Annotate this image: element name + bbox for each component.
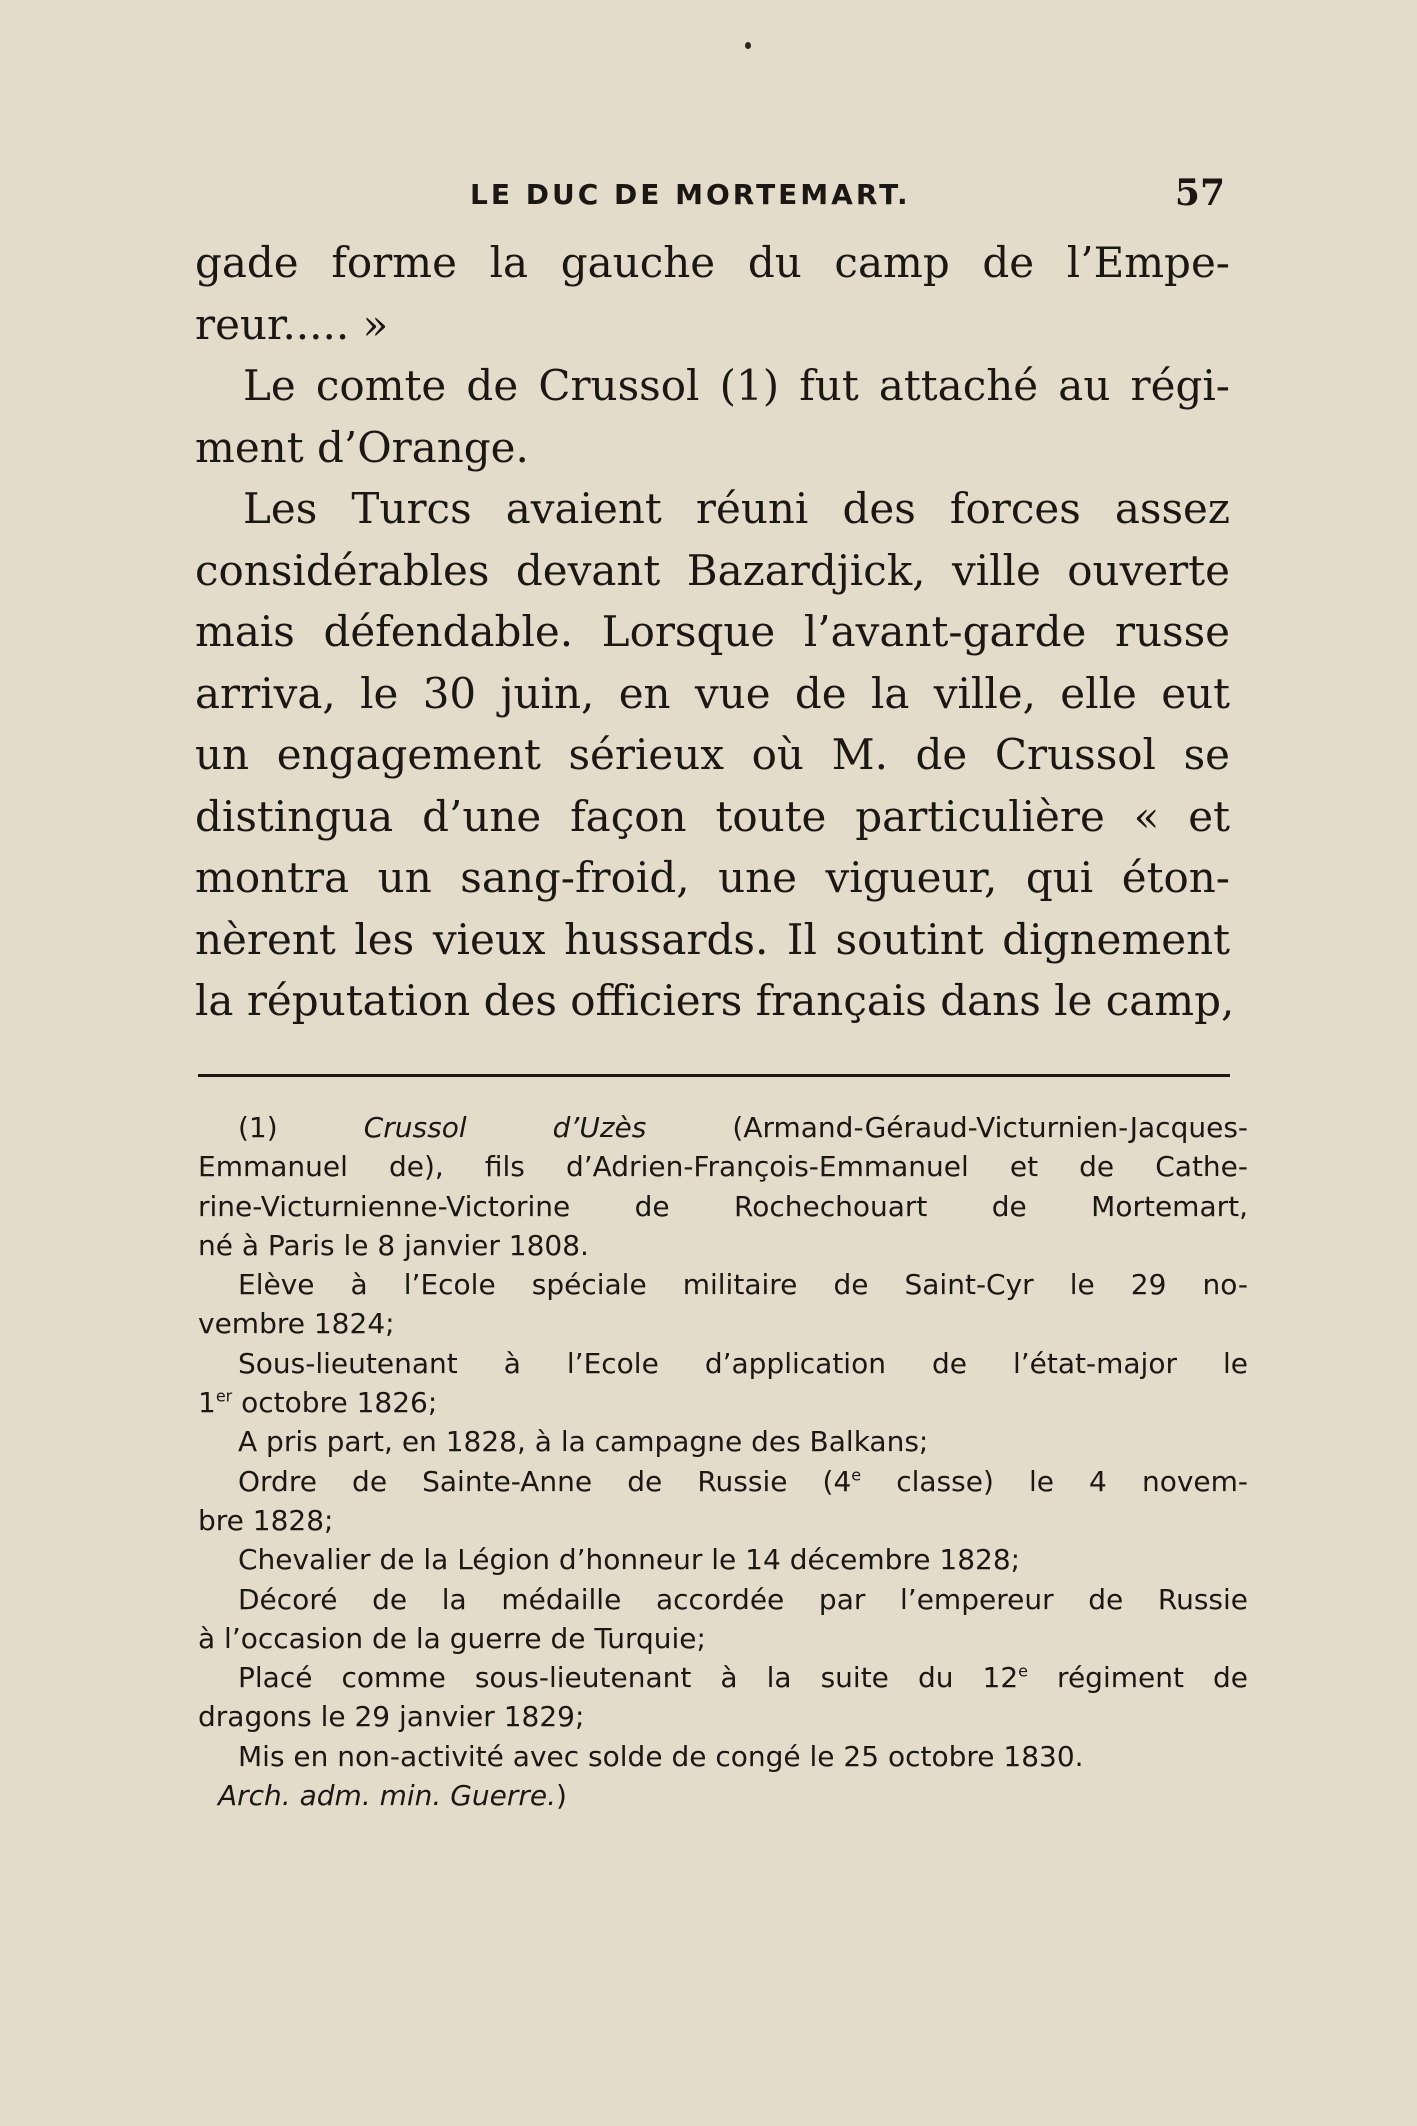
footnote-line: Mis en non-activité avec solde de congé le 25 octobre 1830. bbox=[238, 1739, 1084, 1773]
body-line: considérables devant Bazardjick, ville ouverte bbox=[195, 545, 1230, 595]
footnote-line: Chevalier de la Légion d’honneur le 14 décembre 1828; bbox=[238, 1543, 1021, 1577]
body-line: Les Turcs avaient réuni des forces assez bbox=[243, 484, 1230, 533]
footnote-line: Sous-lieutenant à l’Ecole d’application de l’état-major le bbox=[238, 1346, 1248, 1380]
footnote-line: rine-Victurnienne-Victorine de Rochechouart de Mortemart, bbox=[198, 1189, 1248, 1223]
body-line: Le comte de Crussol (1) fut attaché au régi- bbox=[243, 361, 1230, 410]
footnote-line: à l’occasion de la guerre de Turquie; bbox=[198, 1621, 706, 1655]
body-line: nèrent les vieux hussards. Il soutint dignement bbox=[195, 914, 1230, 964]
footnote-line: Placé comme sous-lieutenant à la suite du 12e régiment de bbox=[238, 1661, 1248, 1695]
footnote-marker: (1) bbox=[238, 1111, 278, 1144]
page-number: 57 bbox=[1174, 172, 1225, 214]
body-line: arriva, le 30 juin, en vue de la ville, elle eut bbox=[195, 668, 1230, 718]
body-line: ment d’Orange. bbox=[195, 422, 529, 472]
body-line: un engagement sérieux où M. de Crussol se bbox=[195, 730, 1230, 779]
footnote-line: (1) Crussol d’Uzès (Armand-Géraud-Victurnien-Jacques- bbox=[238, 1111, 1249, 1144]
footnote-line: Emmanuel de), fils d’Adrien-François-Emmanuel et de Cathe- bbox=[198, 1150, 1248, 1184]
footnote-line: né à Paris le 8 janvier 1808. bbox=[198, 1228, 589, 1262]
ink-speck bbox=[745, 42, 751, 49]
body-line: la réputation des officiers français dans le camp, bbox=[195, 976, 1235, 1025]
body-line: gade forme la gauche du camp de l’Empe- bbox=[195, 238, 1230, 287]
running-title: LE DUC DE MORTEMART. bbox=[470, 178, 911, 211]
page-header bbox=[195, 172, 1225, 222]
footnote-rule bbox=[198, 1074, 1230, 1077]
footnote-line: Elève à l’Ecole spéciale militaire de Saint-Cyr le 29 no- bbox=[238, 1268, 1248, 1302]
body-line: distingua d’une façon toute particulière « et bbox=[195, 791, 1230, 841]
footnote-name: Crussol d’Uzès bbox=[363, 1111, 647, 1144]
body-line: mais défendable. Lorsque l’avant-garde russe bbox=[195, 607, 1230, 656]
footnote-source: Arch. adm. min. Guerre.) bbox=[218, 1779, 567, 1813]
footnote-line: Ordre de Sainte-Anne de Russie (4e classe) le 4 novem- bbox=[238, 1464, 1249, 1498]
footnote-line: bre 1828; bbox=[198, 1503, 334, 1537]
footnote-line: 1er octobre 1826; bbox=[198, 1386, 438, 1420]
body-line: montra un sang-froid, une vigueur, qui éton- bbox=[195, 853, 1230, 902]
body-text bbox=[195, 232, 1235, 1032]
body-line: reur..... » bbox=[195, 299, 389, 349]
footnote-line: Décoré de la médaille accordée par l’empereur de Russie bbox=[238, 1582, 1248, 1616]
footnote-line: vembre 1824; bbox=[198, 1307, 395, 1341]
footnote bbox=[198, 1108, 1248, 1815]
footnote-line: A pris part, en 1828, à la campagne des Balkans; bbox=[238, 1425, 929, 1459]
footnote-line: dragons le 29 janvier 1829; bbox=[198, 1700, 585, 1734]
